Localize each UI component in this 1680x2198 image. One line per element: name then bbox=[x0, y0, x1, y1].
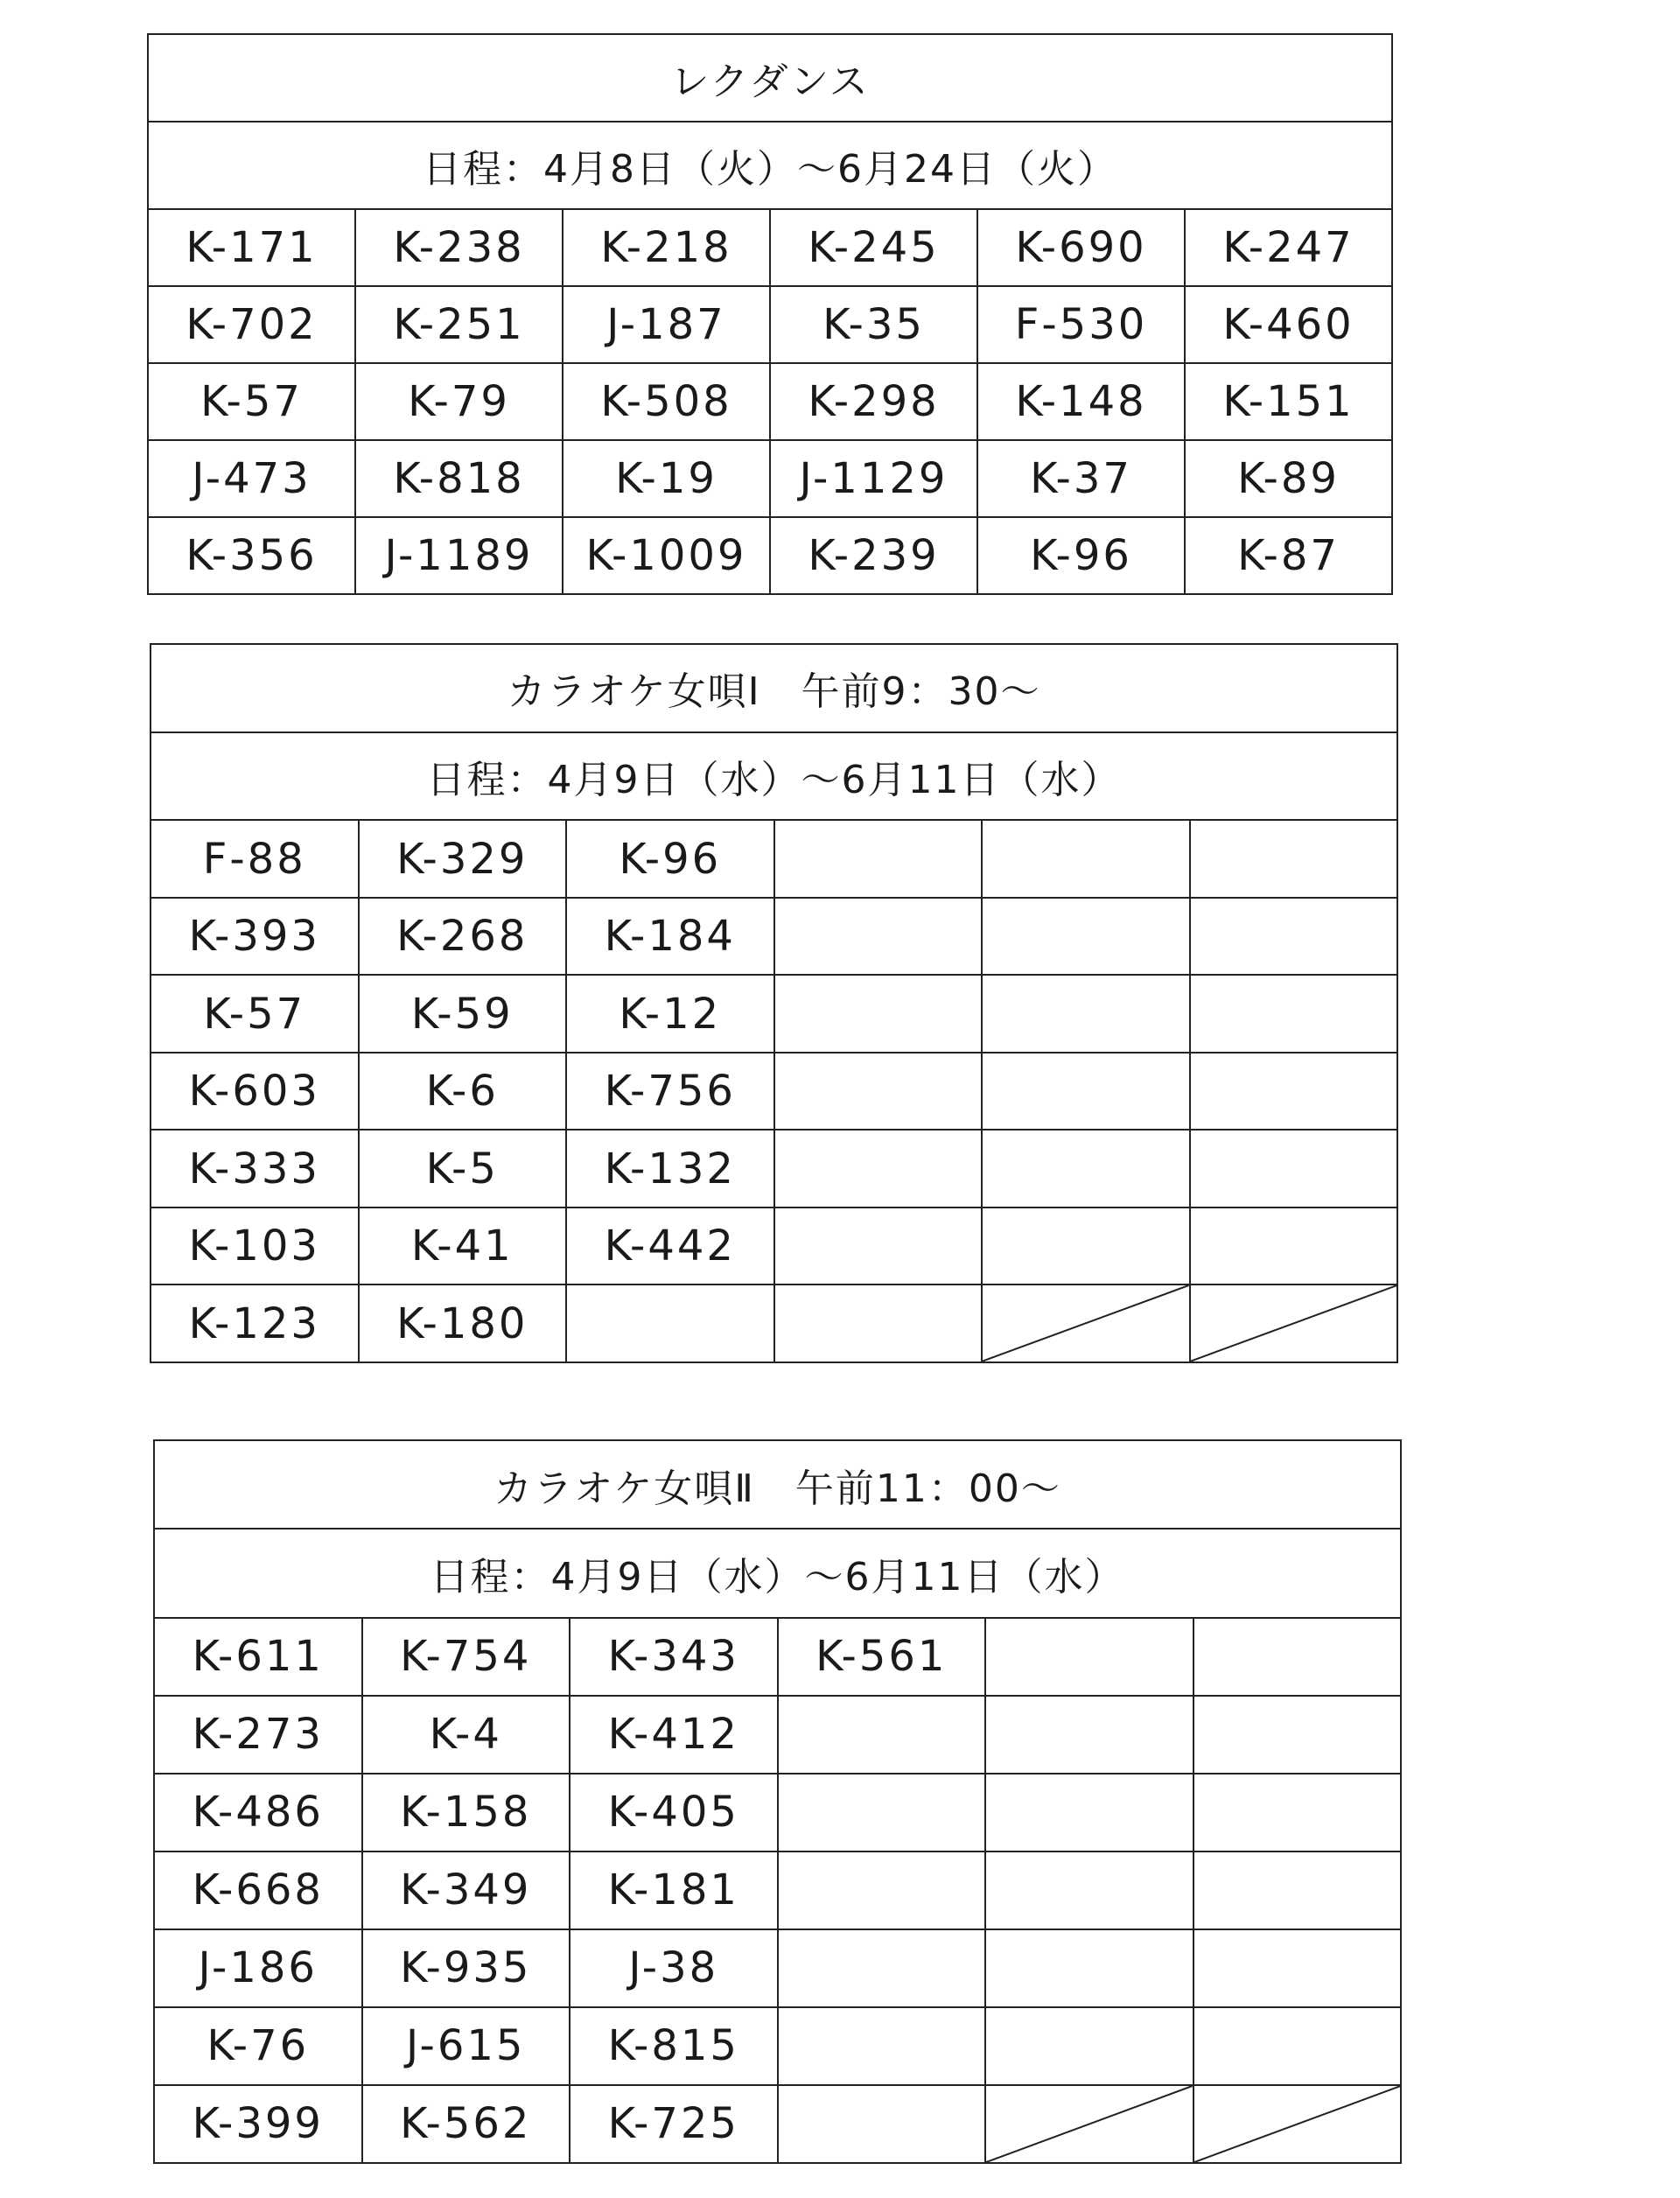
member-code: K-57 bbox=[148, 363, 355, 440]
member-code: K-460 bbox=[1185, 286, 1392, 363]
member-code: K-218 bbox=[563, 209, 770, 286]
member-code: K-399 bbox=[154, 2085, 362, 2163]
empty-cell bbox=[985, 1696, 1194, 1774]
empty-cell bbox=[778, 1852, 986, 1929]
member-code: K-87 bbox=[1185, 517, 1392, 594]
member-code: K-815 bbox=[570, 2007, 778, 2085]
empty-cell bbox=[982, 1130, 1190, 1208]
member-code: K-412 bbox=[570, 1696, 778, 1774]
member-code: J-1189 bbox=[355, 517, 563, 594]
member-code: K-442 bbox=[566, 1208, 774, 1285]
dates-row bbox=[154, 1529, 1401, 1617]
member-code: K-349 bbox=[362, 1852, 570, 1929]
title-row bbox=[154, 1440, 1401, 1529]
slashed-empty-cell bbox=[982, 1284, 1190, 1362]
member-code: K-103 bbox=[150, 1208, 359, 1285]
empty-cell bbox=[985, 1618, 1194, 1696]
empty-cell bbox=[982, 1208, 1190, 1285]
table-row bbox=[154, 1618, 1401, 1696]
member-code: J-473 bbox=[148, 440, 355, 517]
title-row bbox=[148, 34, 1392, 122]
title-row bbox=[150, 644, 1397, 732]
member-code: J-186 bbox=[154, 1929, 362, 2007]
member-code: K-79 bbox=[355, 363, 563, 440]
table-row bbox=[148, 517, 1392, 594]
member-code: K-12 bbox=[566, 975, 774, 1053]
member-code: K-611 bbox=[154, 1618, 362, 1696]
table-row bbox=[150, 1284, 1397, 1362]
member-code: K-238 bbox=[355, 209, 563, 286]
member-code: K-343 bbox=[570, 1618, 778, 1696]
empty-cell bbox=[1190, 820, 1398, 898]
empty-cell bbox=[774, 820, 983, 898]
table-row bbox=[154, 1929, 1401, 2007]
table-title: レクダンス bbox=[148, 34, 1392, 122]
empty-cell bbox=[1194, 1618, 1402, 1696]
slashed-empty-cell bbox=[1190, 1284, 1398, 1362]
member-code: K-132 bbox=[566, 1130, 774, 1208]
member-code: K-96 bbox=[977, 517, 1185, 594]
empty-cell bbox=[985, 1929, 1194, 2007]
member-code: K-5 bbox=[359, 1130, 567, 1208]
empty-cell bbox=[778, 2085, 986, 2163]
table-title: カラオケ女唄Ⅰ 午前9：30～ bbox=[150, 644, 1397, 732]
member-code: K-356 bbox=[148, 517, 355, 594]
table-row bbox=[154, 2007, 1401, 2085]
table-row bbox=[154, 1774, 1401, 1852]
member-code: K-273 bbox=[154, 1696, 362, 1774]
empty-cell bbox=[774, 1053, 983, 1130]
empty-cell bbox=[774, 975, 983, 1053]
table-row bbox=[148, 209, 1392, 286]
empty-cell bbox=[774, 898, 983, 976]
empty-cell bbox=[1190, 1130, 1398, 1208]
member-code: K-148 bbox=[977, 363, 1185, 440]
slashed-empty-cell bbox=[1194, 2085, 1402, 2163]
empty-cell bbox=[1190, 975, 1398, 1053]
table-row bbox=[148, 286, 1392, 363]
dates-row bbox=[150, 732, 1397, 821]
member-code: K-123 bbox=[150, 1284, 359, 1362]
member-code: K-333 bbox=[150, 1130, 359, 1208]
member-code: K-247 bbox=[1185, 209, 1392, 286]
schedule-dates: 日程：4月9日（水）～6月11日（水） bbox=[150, 732, 1397, 821]
member-code: K-561 bbox=[778, 1618, 986, 1696]
empty-cell bbox=[985, 2007, 1194, 2085]
member-code: K-251 bbox=[355, 286, 563, 363]
member-code: K-181 bbox=[570, 1852, 778, 1929]
member-code: K-690 bbox=[977, 209, 1185, 286]
member-code: K-756 bbox=[566, 1053, 774, 1130]
empty-cell bbox=[985, 1774, 1194, 1852]
member-code: J-187 bbox=[563, 286, 770, 363]
member-code: K-329 bbox=[359, 820, 567, 898]
empty-cell bbox=[1194, 1852, 1402, 1929]
schedule-dates: 日程：4月9日（水）～6月11日（水） bbox=[154, 1529, 1401, 1617]
schedule-dates: 日程：4月8日（火）～6月24日（火） bbox=[148, 122, 1392, 209]
table-row bbox=[148, 363, 1392, 440]
slashed-empty-cell bbox=[985, 2085, 1194, 2163]
member-code: K-59 bbox=[359, 975, 567, 1053]
table-row bbox=[154, 1696, 1401, 1774]
member-code: K-298 bbox=[770, 363, 977, 440]
member-code: K-668 bbox=[154, 1852, 362, 1929]
table-title: カラオケ女唄Ⅱ 午前11：00～ bbox=[154, 1440, 1401, 1529]
empty-cell bbox=[1194, 2007, 1402, 2085]
schedule-table-rec-dance bbox=[147, 33, 1393, 595]
diagonal-slash bbox=[986, 2086, 1193, 2162]
empty-cell bbox=[982, 898, 1190, 976]
member-code: K-76 bbox=[154, 2007, 362, 2085]
schedule-table-karaoke-2 bbox=[153, 1439, 1402, 2164]
member-code: F-530 bbox=[977, 286, 1185, 363]
table-row bbox=[150, 975, 1397, 1053]
member-code: J-38 bbox=[570, 1929, 778, 2007]
empty-cell bbox=[566, 1284, 774, 1362]
member-code: K-35 bbox=[770, 286, 977, 363]
member-code: K-151 bbox=[1185, 363, 1392, 440]
member-code: K-19 bbox=[563, 440, 770, 517]
empty-cell bbox=[1190, 1053, 1398, 1130]
empty-cell bbox=[778, 1774, 986, 1852]
member-code: K-180 bbox=[359, 1284, 567, 1362]
member-code: K-702 bbox=[148, 286, 355, 363]
member-code: K-1009 bbox=[563, 517, 770, 594]
table-row bbox=[154, 2085, 1401, 2163]
table-row bbox=[150, 1053, 1397, 1130]
diagonal-slash bbox=[1191, 1285, 1397, 1362]
table-row bbox=[150, 1208, 1397, 1285]
empty-cell bbox=[774, 1284, 983, 1362]
member-code: J-1129 bbox=[770, 440, 977, 517]
member-code: K-486 bbox=[154, 1774, 362, 1852]
empty-cell bbox=[778, 2007, 986, 2085]
member-code: F-88 bbox=[150, 820, 359, 898]
empty-cell bbox=[778, 1929, 986, 2007]
table-row bbox=[150, 1130, 1397, 1208]
member-code: K-89 bbox=[1185, 440, 1392, 517]
empty-cell bbox=[774, 1208, 983, 1285]
member-code: K-171 bbox=[148, 209, 355, 286]
member-code: K-41 bbox=[359, 1208, 567, 1285]
empty-cell bbox=[985, 1852, 1194, 1929]
empty-cell bbox=[982, 975, 1190, 1053]
member-code: K-4 bbox=[362, 1696, 570, 1774]
member-code: K-37 bbox=[977, 440, 1185, 517]
empty-cell bbox=[1190, 1208, 1398, 1285]
empty-cell bbox=[1194, 1696, 1402, 1774]
member-code: K-603 bbox=[150, 1053, 359, 1130]
member-code: K-818 bbox=[355, 440, 563, 517]
empty-cell bbox=[982, 1053, 1190, 1130]
empty-cell bbox=[1194, 1774, 1402, 1852]
member-code: K-239 bbox=[770, 517, 977, 594]
diagonal-slash bbox=[983, 1285, 1189, 1362]
empty-cell bbox=[774, 1130, 983, 1208]
member-code: K-405 bbox=[570, 1774, 778, 1852]
empty-cell bbox=[1194, 1929, 1402, 2007]
empty-cell bbox=[1190, 898, 1398, 976]
table-row bbox=[150, 898, 1397, 976]
member-code: K-508 bbox=[563, 363, 770, 440]
member-code: K-393 bbox=[150, 898, 359, 976]
member-code: K-96 bbox=[566, 820, 774, 898]
member-code: K-6 bbox=[359, 1053, 567, 1130]
member-code: K-158 bbox=[362, 1774, 570, 1852]
dates-row bbox=[148, 122, 1392, 209]
empty-cell bbox=[778, 1696, 986, 1774]
schedule-table-karaoke-1 bbox=[150, 643, 1398, 1363]
member-code: K-245 bbox=[770, 209, 977, 286]
diagonal-slash bbox=[1194, 2086, 1401, 2162]
table-row bbox=[150, 820, 1397, 898]
table-row bbox=[148, 440, 1392, 517]
member-code: K-268 bbox=[359, 898, 567, 976]
member-code: K-725 bbox=[570, 2085, 778, 2163]
member-code: K-562 bbox=[362, 2085, 570, 2163]
table-row bbox=[154, 1852, 1401, 1929]
member-code: K-935 bbox=[362, 1929, 570, 2007]
member-code: K-754 bbox=[362, 1618, 570, 1696]
member-code: K-184 bbox=[566, 898, 774, 976]
member-code: J-615 bbox=[362, 2007, 570, 2085]
member-code: K-57 bbox=[150, 975, 359, 1053]
empty-cell bbox=[982, 820, 1190, 898]
